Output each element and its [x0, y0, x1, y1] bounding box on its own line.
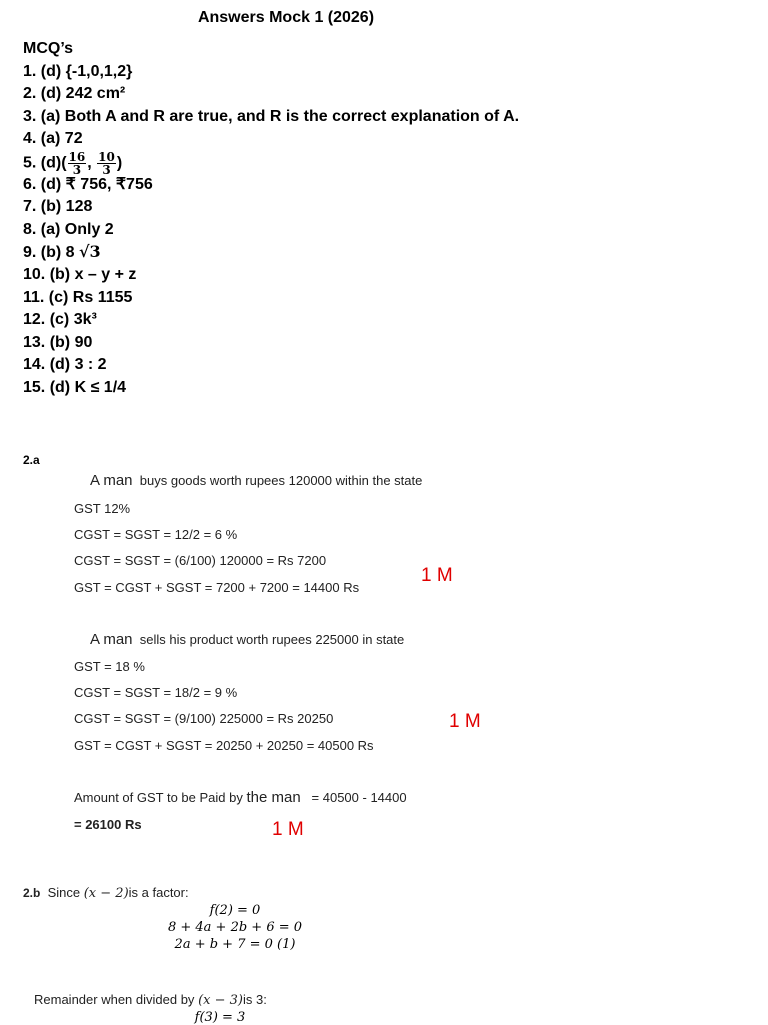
mcq-answer-9: 9. (b) 8 √3 — [23, 242, 101, 262]
mcq-answer-3: 3. (a) Both A and R are true, and R is the correct explanation of A. — [23, 107, 520, 125]
amount-line: Amount of GST to be Paid by the man = 40500 - 14400 — [74, 789, 407, 806]
q2a-label: 2.a — [23, 453, 40, 467]
mcq-answer-12: 12. (c) 3k³ — [23, 311, 97, 329]
equation-f3: f(3) = 3 — [194, 1010, 246, 1025]
mcq-answer-10: 10. (b) x – y + z — [23, 265, 137, 283]
remainder-line: Remainder when divided by (x − 3)is 3: — [34, 992, 267, 1008]
mark-2: 1 M — [449, 711, 481, 732]
mark-3: 1 M — [272, 819, 304, 840]
sell-statement: A man sells his product worth rupees 225000 in state — [90, 631, 405, 648]
buy-line-1: GST 12% — [74, 501, 131, 516]
buy-line-4: GST = CGST + SGST = 7200 + 7200 = 14400 Rs — [74, 580, 360, 595]
mark-1: 1 M — [421, 565, 453, 586]
equation-f2: f(2) = 0 — [209, 903, 261, 918]
buy-line-2: CGST = SGST = 12/2 = 6 % — [74, 527, 238, 542]
buy-statement: A man buys goods worth rupees 120000 within the state — [90, 472, 423, 489]
sell-line-4: GST = CGST + SGST = 20250 + 20250 = 40500 Rs — [74, 738, 374, 753]
page-title: Answers Mock 1 (2026) — [197, 9, 375, 26]
mcq-answer-11: 11. (c) Rs 1155 — [23, 288, 133, 306]
buy-line-3: CGST = SGST = (6/100) 120000 = Rs 7200 — [74, 553, 327, 568]
equation-1: 2a + b + 7 = 0 (1) — [174, 937, 296, 952]
sell-line-1: GST = 18 % — [74, 659, 145, 674]
mcq-answer-5: 5. (d)( $\frac{16}{3}$ , $\frac{10}{3}$ ) — [23, 149, 123, 177]
mcq-answer-8: 8. (a) Only 2 — [23, 220, 114, 238]
mcq-section — [23, 38, 519, 400]
sell-line-3: CGST = SGST = (9/100) 225000 = Rs 20250 — [74, 711, 334, 726]
q2b-intro: 2.b Since (x − 2)is a factor: — [23, 885, 189, 901]
fraction-16-3: $\frac{16}{3}$ — [68, 149, 86, 177]
mcq-answer-14: 14. (d) 3 : 2 — [23, 356, 107, 374]
sell-line-2: CGST = SGST = 18/2 = 9 % — [74, 685, 238, 700]
result-line: = 26100 Rs — [74, 817, 142, 832]
mcq-answer-1: 1. (d) {-1,0,1,2} — [23, 62, 133, 80]
mcq-heading: MCQ’s — [23, 40, 74, 57]
equation-expanded: 8 + 4a + 2b + 6 = 0 — [167, 920, 303, 935]
mcq-answer-7: 7. (b) 128 — [23, 198, 93, 216]
mcq-answer-4: 4. (a) 72 — [23, 130, 83, 148]
mcq-answer-6: 6. (d) ₹ 756, ₹756 — [23, 175, 153, 193]
radical: √3 — [79, 242, 101, 262]
mcq-answer-13: 13. (b) 90 — [23, 333, 93, 351]
mcq-answer-2: 2. (d) 242 cm² — [23, 85, 126, 103]
mcq-answer-15: 15. (d) K ≤ 1/4 — [23, 378, 127, 396]
fraction-10-3: $\frac{10}{3}$ — [98, 149, 115, 177]
